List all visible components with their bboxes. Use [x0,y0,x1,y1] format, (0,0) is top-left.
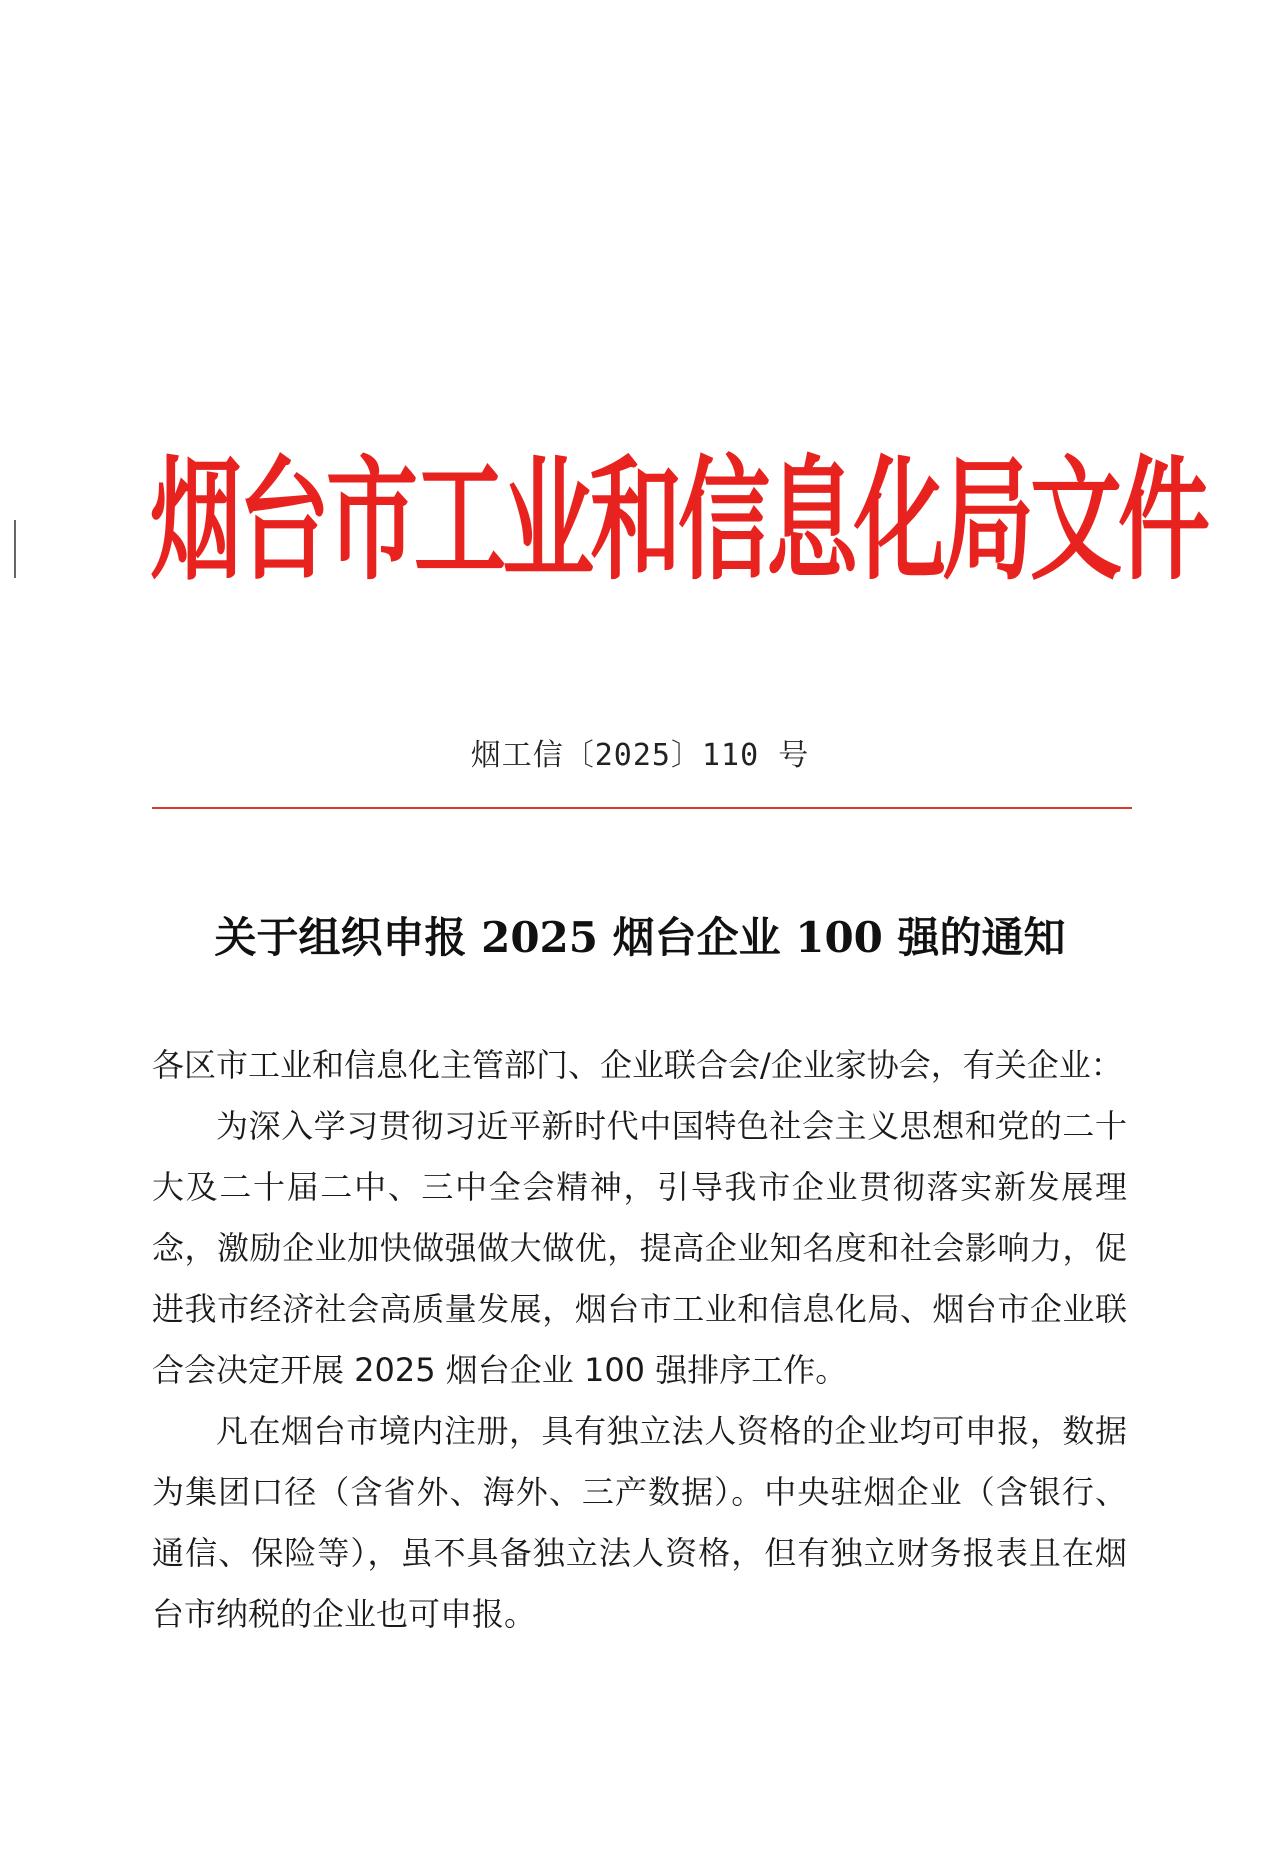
body-paragraph-2: 凡在烟台市境内注册，具有独立法人资格的企业均可申报，数据为集团口径（含省外、海外、三产数据）。中央驻烟企业（含银行、通信、保险等），虽不具备独立法人资格，但有独立财务报表且在烟台市纳税的企业也可申报。 [152,1412,1127,1633]
notice-title: 关于组织申报 2025 烟台企业 100 强的通知 [214,913,1066,962]
scan-edge-mark [14,520,16,578]
red-separator-line [152,807,1132,809]
issuer-red-header: 烟台市工业和信息化局文件 [150,443,1207,599]
salutation: 各区市工业和信息化主管部门、企业联合会/企业家协会，有关企业： [152,1046,1123,1084]
body-paragraph-1: 为深入学习贯彻习近平新时代中国特色社会主义思想和党的二十大及二十届二中、三中全会精神，引导我市企业贯彻落实新发展理念，激励企业加快做强做大做优，提高企业知名度和社会影响力，促进我市经济社会高质量发展，烟台市工业和信息化局、烟台市企业联合会决定开展 2025 烟台企业 100 强排序工作。 [152,1107,1127,1389]
document-number: 烟工信〔2025〕110 号 [470,738,810,773]
notice-body [152,1035,1127,1645]
